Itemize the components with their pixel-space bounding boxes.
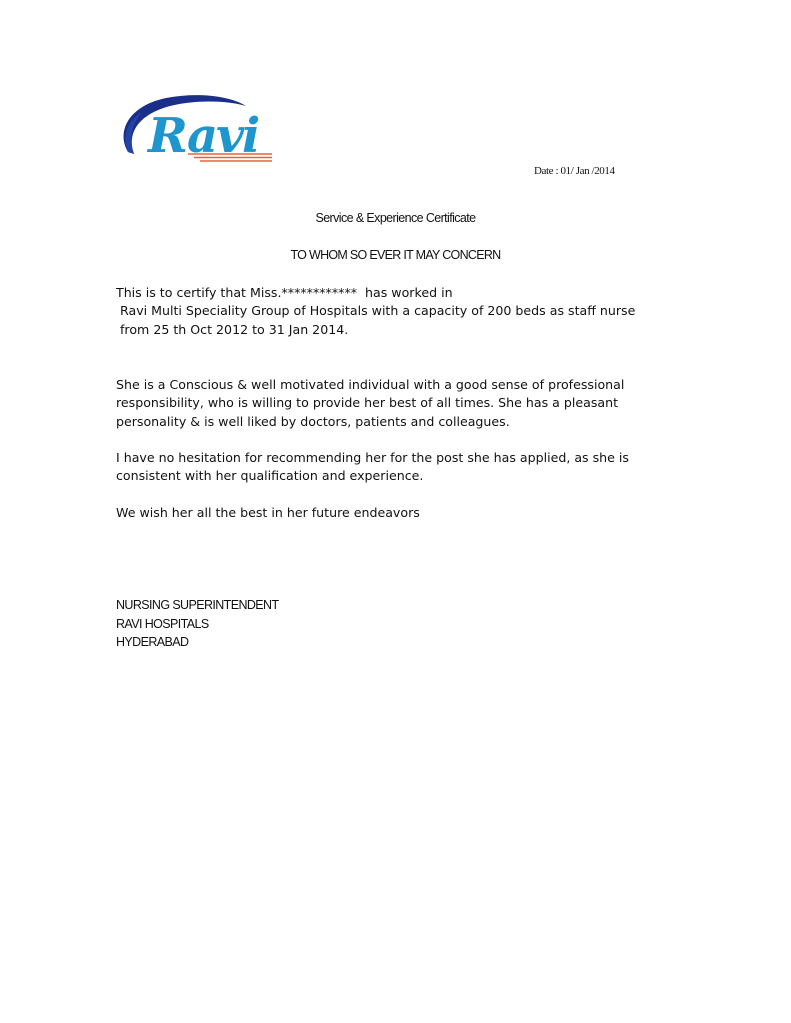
paragraph-1-line-1: This is to certify that Miss.************ has worked in [116,285,453,300]
paragraph-2-line-3: personality & is well liked by doctors, patients and colleagues. [116,414,510,429]
paragraph-3-line-1: I have no hesitation for recommending her for the post she has applied, as she is [116,450,629,465]
paragraph-2-line-2: responsibility, who is willing to provide her best of all times. She has a pleasant [116,395,619,410]
ravi-hospitals-logo [118,92,276,164]
paragraph-2-line-1: She is a Conscious & well motivated individual with a good sense of professional [116,377,625,392]
salutation: TO WHOM SO EVER IT MAY CONCERN [290,248,501,262]
paragraph-1-line-2: Ravi Multi Speciality Group of Hospitals with a capacity of 200 beds as staff nurse [116,303,636,318]
certificate-date: Date : 01/ Jan /2014 [534,165,615,177]
logo-text: Ravi [148,108,259,164]
paragraph-1-line-3: from 25 th Oct 2012 to 31 Jan 2014. [116,322,349,337]
signature-organization: RAVI HOSPITALS [116,617,209,631]
paragraph-4-line-1: We wish her all the best in her future endeavors [116,505,420,520]
paragraph-3-line-2: consistent with her qualification and experience. [116,468,424,483]
certificate-title: Service & Experience Certificate [315,211,476,225]
signature-city: HYDERABAD [116,635,189,649]
signature-designation: NURSING SUPERINTENDENT [116,598,279,612]
